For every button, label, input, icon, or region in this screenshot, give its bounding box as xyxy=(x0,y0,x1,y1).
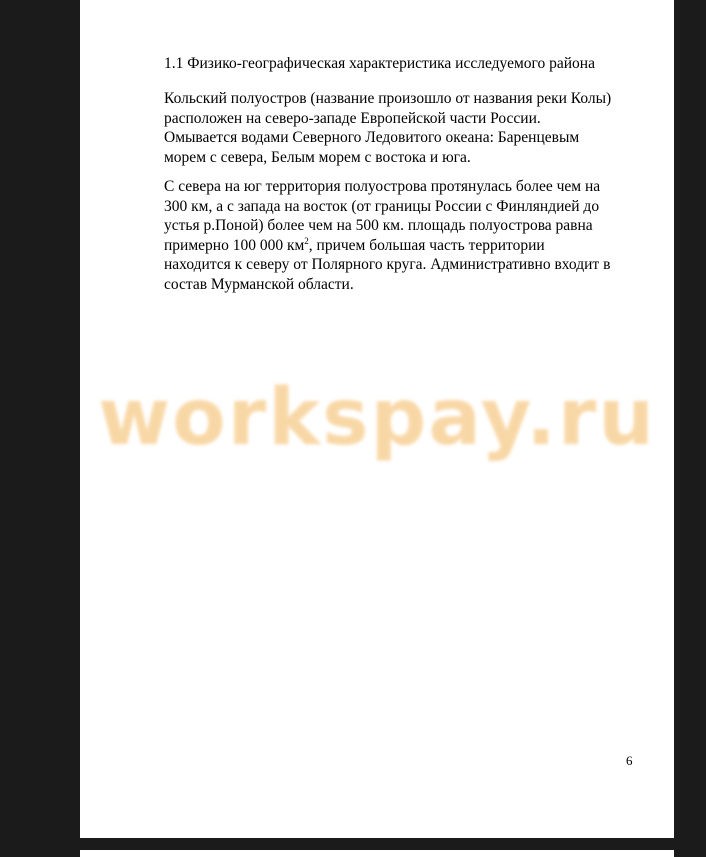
watermark: workspay.ru xyxy=(98,373,656,463)
paragraph-2-line-4 xyxy=(164,236,654,256)
area-superscript: 2 xyxy=(304,235,309,246)
paragraph-2 xyxy=(164,177,654,294)
next-page-edge xyxy=(80,850,674,857)
paragraph-1-line-3: Омывается водами Северного Ледовитого океана: Баренцевым xyxy=(164,129,580,146)
document-page xyxy=(80,0,674,838)
paragraph-2-line-5: находится к северу от Полярного круга. Административно входит в xyxy=(164,256,611,273)
area-value-text: примерно 100 000 км xyxy=(164,236,305,254)
paragraph-1-line-4: морем с севера, Белым морем с востока и юга. xyxy=(164,148,471,166)
paragraph-2-line-2: 300 км, а с запада на восток (от границы России с Финляндией до xyxy=(164,197,600,215)
paragraph-1 xyxy=(164,89,654,167)
page-number: 6 xyxy=(626,753,633,768)
section-heading: 1.1 Физико-географическая характеристика исследуемого района xyxy=(164,55,595,72)
paragraph-2-line-6: состав Мурманской области. xyxy=(164,275,354,293)
paragraph-1-line-1: Кольский полуостров (название произошло от названия реки Колы) xyxy=(164,90,612,107)
paragraph-2-line-1: С севера на юг территория полуострова протянулась более чем на xyxy=(164,178,601,195)
paragraph-2-line-3: устья р.Поной) более чем на 500 км. площадь полуострова равна xyxy=(164,217,593,234)
paragraph-1-line-2: расположен на северо-западе Европейской части России. xyxy=(164,109,541,127)
area-continuation-text: , причем большая часть территории xyxy=(308,236,545,254)
